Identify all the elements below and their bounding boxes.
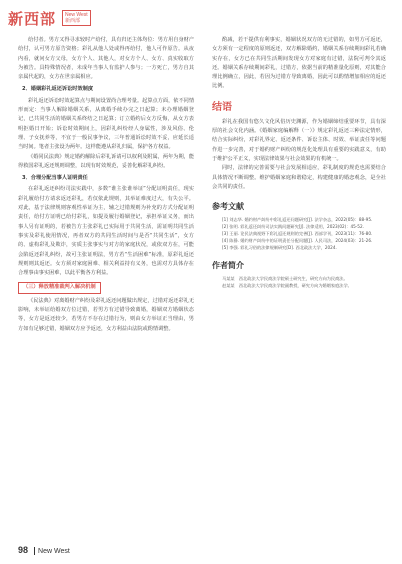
author-info-title: 作者简介 — [212, 260, 244, 271]
paragraph: 彩礼返还诉讼时效起算点与期间设置尚合理考量。起算点方面，依不同情形而定：当事人解除婚姻关系，从离婚手续办完之日起算；未办理婚姻登记，已共同生活的婚姻关系终结之日起算；订立婚约后女方反悔，从女方表明拒婚日开始；诉讼时效期间上，因彩礼纠纷经人身属性，涉及风俗、伦理、子女抚养等，不宜于一般民事争议，三年普通诉讼时效不妥，应延长适当时间。笔者主张设为两年。这样能遵从彩礼归属，保护各方权益。 — [18, 97, 195, 151]
logo-box-line2: 新西部 — [65, 18, 81, 24]
reference-item: [5] 李强. 彩礼习俗的法律规制研究[D]. 西北政法大学，2024. — [222, 245, 337, 251]
right-column — [212, 36, 386, 289]
references-title: 参考文献 — [212, 201, 244, 212]
reference-item: [4] 陈静. 婚约财产纠纷中的证明责任分配问题[J]. 人民司法，2024(03)：21-26. — [222, 238, 373, 244]
subheading: 2．婚姻彩礼返还诉讼时效制度 — [22, 86, 94, 93]
subheading: 3．合理分配当事人证明责任 — [22, 175, 88, 182]
reference-item: [3] 王丽. 论民法典视野下彩礼返还规则的完善[J]. 西部学刊，2023(11)：76-80. — [222, 231, 373, 237]
magazine-logo-box — [62, 10, 91, 26]
page-number: 98 — [18, 545, 29, 555]
page-header — [0, 0, 402, 30]
paragraph: 《民法典》对离婚财产纠纷及彩礼返还问题做出规定，过错对返还彩礼无影响，未举证给婚双方位过错，若男方有过错导致离婚，婚姻双方婚姻状态等，女方是返还较少，若男方不存在过错行为，则由女方举证正当理由，男方如有足够过错，婚姻双方应予返还，女方利益由法院或酌情调整。 — [18, 297, 195, 332]
author-entry: 赵某某 西北政法大学民商法学院副教授，研究方向为婚姻家庭法学。 — [222, 283, 352, 289]
boxed-subheading: （三）释放精准裁判入解决机制 — [18, 282, 101, 293]
logo-box-line1: New West — [65, 12, 88, 18]
reference-item: [1] 刘志华. 婚约财产纠纷中彩礼返还问题研究[J]. 法学杂志，2022(05)：88-95. — [222, 217, 373, 223]
conclusion-title: 结语 — [212, 101, 232, 113]
paragraph: 同时，法律的完善需要与社会发展相适应，彩礼制度的规范也需要结合具体情况不断调整。维护婚姻家庭和谐稳定，构建健康的婚恋观念，是全社会共同的责任。 — [212, 165, 386, 190]
paragraph: 在彩礼返还纠纷司法实践中，多数“谁主张谁举证”分配证明责任，现实彩礼履给付方请求返还彩礼，若仅依此规则，其举证难度过大，有失公平。对此，基于法律规则客观性举证为主，辅之过错规则为补充的方式分配证明责任，给付方证明已给付彩礼，如提及履行婚姻登记，承担举证义务，而出事人另有证明的，若被告方主张彩礼已实际用于共同生活，需证明共同生活事实及彩礼使用情况，再者双方的共同生活时间与是否“共同生活”，女方的、虚构彩礼及欺诈，实质主张事实与对方的家庭状况，或依双方在，可能会陷返还彩礼纠纷，故可主张证明法，男方若“生活困难”标准，原彩礼返还规则则其返还。女方须对家庭困难、相关利益持有义务，也需对方具体存在合理事由事实困难，以此平衡各方利益。 — [18, 186, 194, 277]
footer-divider — [34, 547, 35, 555]
paragraph: 酌减，若干提供有利事实，婚姻状况双方的无过错的，如男方可返还，女方须有一定程度的原则返还，双方解除婚约，婚姻关系存续期间彩礼若确实存在，女方已在共同生活期间发现女方对家庭有过错，法院可判令其返还。婚姻关系存续期间彩礼，过错方，依据当前的精准量化原则，对其能合理比例确立，因此，若因为过错方导致离婚，因此可以酌情增加相应的返还比例。 — [212, 37, 386, 90]
footer-label: New West — [38, 548, 70, 555]
author-entry: 马某某 西北政法大学民商法学院硕士研究生，研究方向为民商法。 — [222, 276, 348, 282]
paragraph: 彩礼在我国有悠久文化风俗历史渊源，作为婚姻缔结重要环节，具有深厚的社会文化内涵。《婚姻家庭编解释（一）》规定彩礼返还三种法定情形，结合实际纠纷，对彩礼界定、返还条件、诉讼主体、时效、举证责任等问题作进一步完善，对于婚约财产纠纷的规范化处理具有重要的实践意义，有助于维护公平正义，实现法律效果与社会效果的有机统一。 — [212, 118, 386, 162]
page-footer — [18, 545, 70, 555]
paragraph: 给付者。男方又得寻求较时产给付，具有归还主体均位：男方用自身财产给付，认可男方原告资格；彩礼从他人处或得再给付，他人可作原告。从夜内看，就问女方父母，女方个人、其他人，对女方个人、女方、真实收取方为被告。具特殊情况者，未成年当事人有监护人参与；一方死亡，男方自其亲属代起的，女方在世亲属相应。 — [18, 37, 195, 81]
left-column — [18, 36, 194, 334]
paragraph: 《婚同民法典》规定婚约解除后彩礼诉请可以权利及附属，两年为期，能得救国彩礼返还规则调整，以现有时效规范，妥善化解彩礼纠纷。 — [18, 153, 195, 169]
magazine-logo: 新西部 — [8, 10, 57, 28]
reference-item: [2] 张明. 彩礼返还纠纷司法实践问题研究[J]. 法律适用，2023(02)：45-52. — [222, 224, 364, 230]
